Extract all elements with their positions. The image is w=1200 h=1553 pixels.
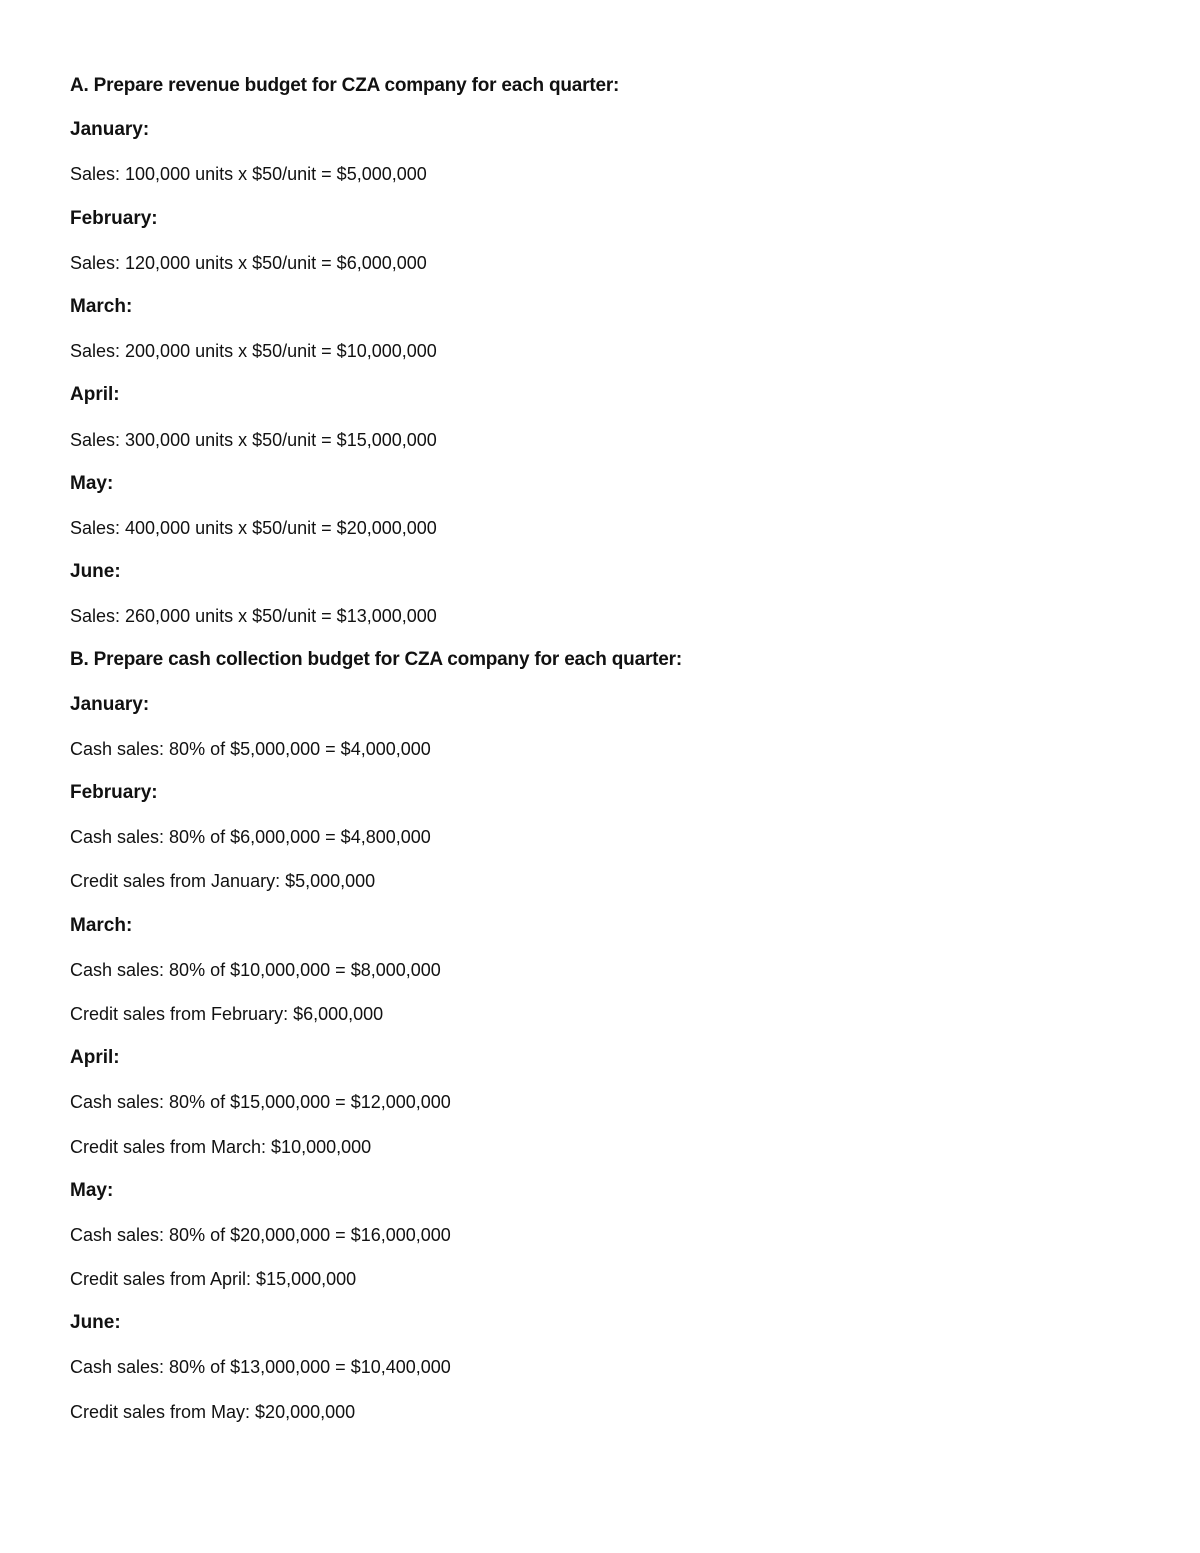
collection-month-label: June:	[70, 1312, 121, 1334]
credit-sales-line: Credit sales from May: $20,000,000	[70, 1401, 356, 1422]
collection-month-label: January:	[70, 693, 150, 715]
revenue-sales-line: Sales: 400,000 units x $50/unit = $20,000,000	[70, 517, 437, 538]
revenue-month-label: March:	[70, 295, 133, 317]
revenue-sales-line: Sales: 100,000 units x $50/unit = $5,000,000	[70, 164, 427, 185]
revenue-sales-line: Sales: 300,000 units x $50/unit = $15,000,000	[70, 429, 437, 450]
revenue-sales-line: Sales: 200,000 units x $50/unit = $10,000,000	[70, 341, 437, 362]
cash-sales-line: Cash sales: 80% of $20,000,000 = $16,000,000	[70, 1224, 451, 1245]
revenue-month-label: May:	[70, 472, 114, 494]
collection-month-label: April:	[70, 1047, 120, 1069]
section-a-heading: A. Prepare revenue budget for CZA company for each quarter:	[70, 75, 620, 96]
cash-sales-line: Cash sales: 80% of $5,000,000 = $4,000,000	[70, 738, 431, 759]
revenue-sales-line: Sales: 120,000 units x $50/unit = $6,000,000	[70, 252, 427, 273]
credit-sales-line: Credit sales from January: $5,000,000	[70, 871, 376, 892]
revenue-month-label: June:	[70, 561, 121, 583]
revenue-month-label: April:	[70, 384, 120, 406]
cash-sales-line: Cash sales: 80% of $6,000,000 = $4,800,000	[70, 827, 431, 848]
revenue-month-label: February:	[70, 207, 158, 229]
credit-sales-line: Credit sales from April: $15,000,000	[70, 1269, 357, 1290]
collection-month-label: March:	[70, 914, 133, 936]
credit-sales-line: Credit sales from February: $6,000,000	[70, 1003, 384, 1024]
cash-sales-line: Cash sales: 80% of $10,000,000 = $8,000,000	[70, 959, 441, 980]
revenue-sales-line: Sales: 260,000 units x $50/unit = $13,000,000	[70, 606, 437, 627]
collection-month-label: May:	[70, 1179, 114, 1201]
collection-month-label: February:	[70, 782, 158, 803]
credit-sales-line: Credit sales from March: $10,000,000	[70, 1136, 372, 1157]
cash-sales-line: Cash sales: 80% of $13,000,000 = $10,400,000	[70, 1357, 451, 1378]
cash-sales-line: Cash sales: 80% of $15,000,000 = $12,000,000	[70, 1092, 451, 1113]
document-page	[70, 70, 1130, 1440]
section-b-heading: B. Prepare cash collection budget for CZA company for each quarter:	[70, 649, 682, 671]
revenue-month-label: January:	[70, 119, 150, 141]
